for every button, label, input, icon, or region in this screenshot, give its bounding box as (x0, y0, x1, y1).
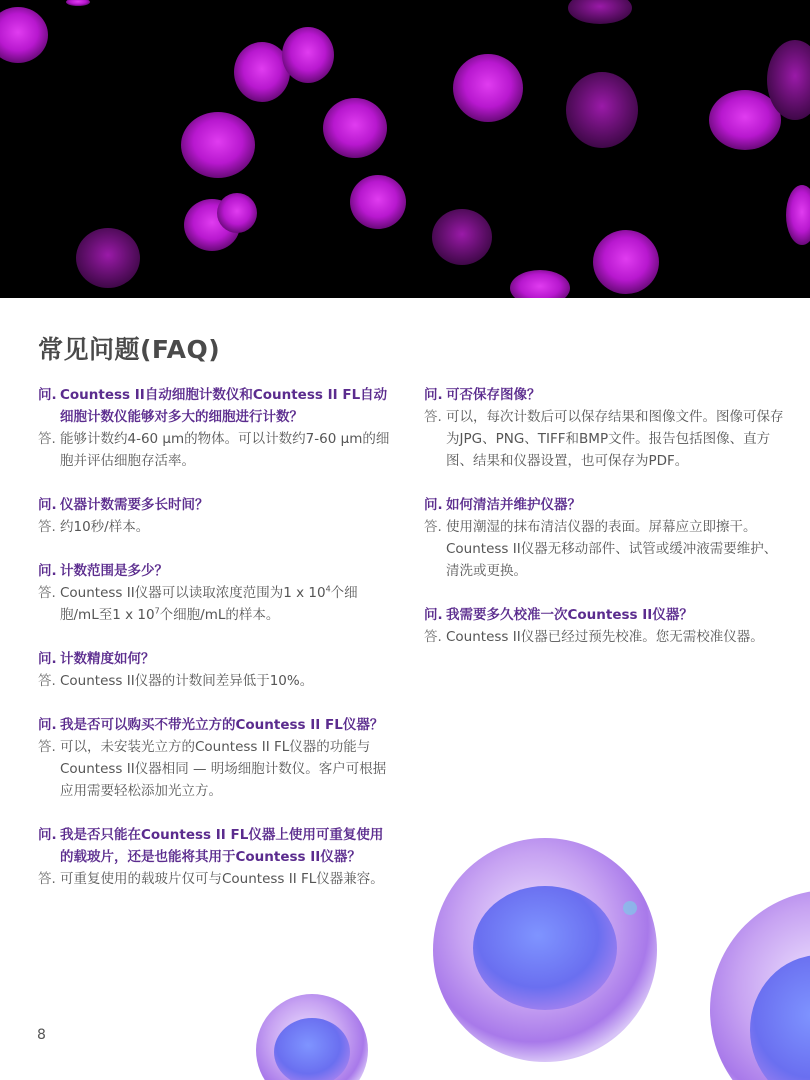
question-text: Countess II自动细胞计数仪和Countess II FL自动细胞计数仪能够对多大的细胞进行计数？ (60, 387, 388, 425)
faq-question (38, 824, 393, 868)
answer-marker: 答. (424, 519, 442, 535)
faq-item (38, 714, 393, 802)
answer-text: 可以，每次计数后可以保存结果和图像文件。图像可保存为JPG、PNG、TIFF和BMP文件。报告包括图像、直方图、结果和仪器设置，也可保存为PDF。 (446, 409, 784, 469)
faq-item (38, 824, 393, 890)
faq-item (424, 604, 784, 648)
answer-text-part: 个细胞/mL的样本。 (159, 607, 280, 623)
question-marker: 问. (38, 497, 57, 513)
question-marker: 问. (38, 717, 57, 733)
faq-answer (424, 516, 784, 582)
question-text: 仪器计数需要多长时间？ (60, 497, 209, 513)
faq-item (424, 494, 784, 582)
faq-question (424, 604, 784, 626)
question-text: 我是否只能在Countess II FL仪器上使用可重复使用的载玻片，还是也能将其用于Countess II仪器？ (60, 827, 384, 865)
faq-answer (424, 406, 784, 472)
exponent: 7 (154, 606, 160, 616)
answer-marker: 答. (424, 629, 442, 645)
question-marker: 问. (424, 387, 443, 403)
answer-marker: 答. (424, 409, 442, 425)
faq-question (38, 494, 393, 516)
cell-illustration (256, 994, 368, 1080)
faq-item (38, 494, 393, 538)
faq-column-left (38, 384, 393, 912)
answer-text: Countess II仪器的计数间差异低于10%。 (60, 673, 314, 689)
faq-item (38, 560, 393, 626)
faq-answer (38, 516, 393, 538)
answer-marker: 答. (38, 519, 56, 535)
answer-text: 能够计数约4-60 µm的物体。可以计数约7-60 µm的细胞并评估细胞存活率。 (60, 431, 390, 469)
faq-answer (38, 670, 393, 692)
question-marker: 问. (38, 387, 57, 403)
page-title: 常见问题(FAQ) (38, 335, 221, 364)
faq-item (38, 384, 393, 472)
faq-question (38, 648, 393, 670)
hero-image-nuclei (0, 0, 810, 298)
faq-question (424, 384, 784, 406)
question-marker: 问. (424, 607, 443, 623)
answer-marker: 答. (38, 673, 56, 689)
question-text: 如何清洁并维护仪器？ (446, 497, 581, 513)
answer-text-part: 个细胞/mL至1 x 10 (60, 585, 358, 623)
answer-text: 可重复使用的载玻片仅可与Countess II FL仪器兼容。 (60, 871, 384, 887)
answer-marker: 答. (38, 585, 56, 601)
answer-text: 约10秒/样本。 (60, 519, 150, 535)
answer-text: Countess II仪器已经过预先校准。您无需校准仪器。 (446, 629, 764, 645)
question-marker: 问. (38, 651, 57, 667)
faq-question (38, 714, 393, 736)
faq-item (424, 384, 784, 472)
answer-text-part: Countess II仪器可以读取浓度范围为1 x 10 (60, 585, 326, 601)
faq-answer (38, 736, 393, 802)
question-text: 计数精度如何？ (60, 651, 155, 667)
question-text: 我需要多久校准一次Countess II仪器？ (446, 607, 693, 623)
answer-marker: 答. (38, 871, 56, 887)
answer-text: 可以，未安装光立方的Countess II FL仪器的功能与Countess II仪器相同 — 明场细胞计数仪。客户可根据应用需要轻松添加光立方。 (60, 739, 387, 799)
answer-marker: 答. (38, 431, 56, 447)
question-marker: 问. (424, 497, 443, 513)
faq-answer (38, 428, 393, 472)
question-marker: 问. (38, 827, 57, 843)
faq-column-right (424, 384, 784, 670)
faq-question (38, 560, 393, 582)
page-number: 8 (37, 1027, 46, 1043)
cell-illustration (710, 890, 810, 1080)
faq-answer (38, 868, 393, 890)
question-text: 计数范围是多少？ (60, 563, 168, 579)
answer-text: 使用潮湿的抹布清洁仪器的表面。屏幕应立即擦干。Countess II仪器无移动部件、试管或缓冲液需要维护、清洗或更换。 (446, 519, 778, 579)
faq-item (38, 648, 393, 692)
faq-question (424, 494, 784, 516)
question-marker: 问. (38, 563, 57, 579)
answer-text (60, 585, 358, 623)
faq-question (38, 384, 393, 428)
cell-illustration (433, 838, 657, 1062)
faq-answer (38, 582, 393, 626)
exponent: 4 (325, 584, 331, 594)
question-text: 可否保存图像？ (446, 387, 541, 403)
question-text: 我是否可以购买不带光立方的Countess II FL仪器？ (60, 717, 384, 733)
answer-marker: 答. (38, 739, 56, 755)
faq-answer (424, 626, 784, 648)
